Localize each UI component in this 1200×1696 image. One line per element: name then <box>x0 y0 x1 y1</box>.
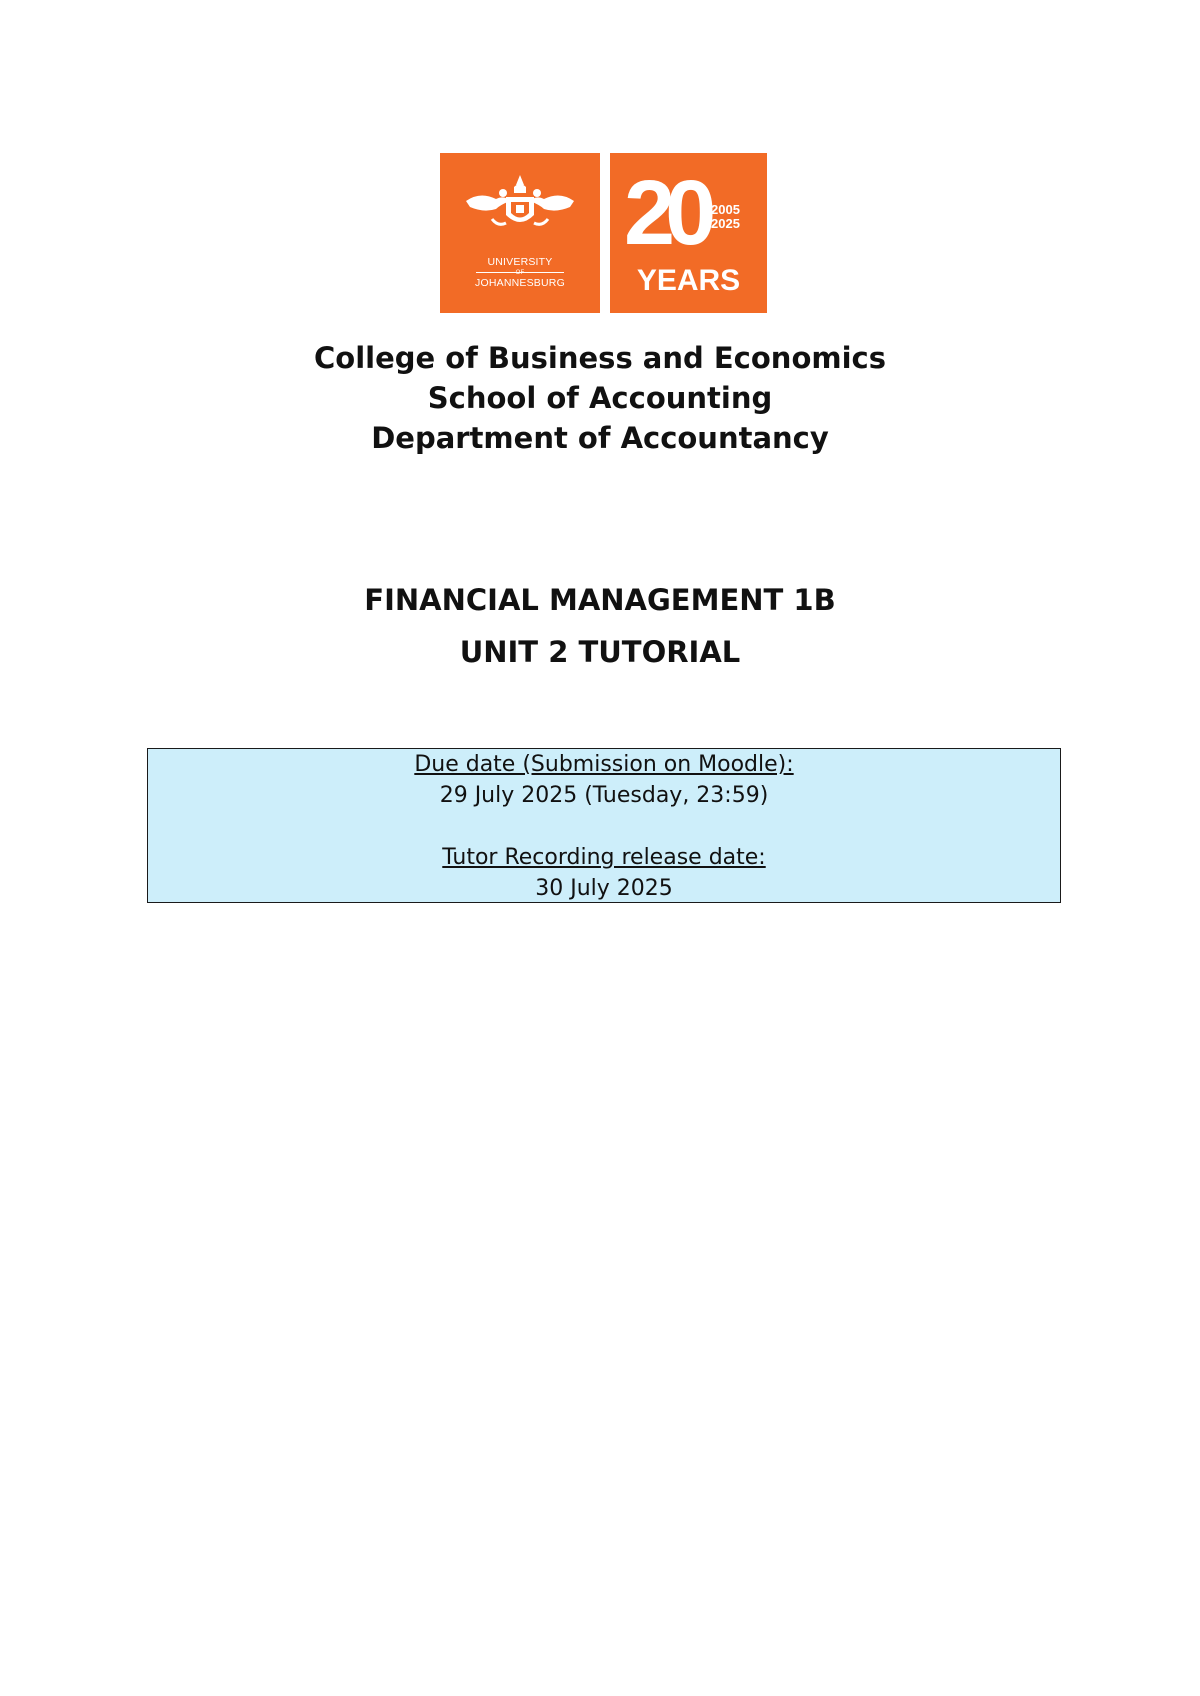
anniversary-word: YEARS <box>636 264 741 297</box>
anniversary-logo-panel <box>610 153 767 313</box>
logo <box>440 153 767 313</box>
uj-university-text: UNIVERSITY <box>487 256 553 268</box>
college-name: College of Business and Economics <box>314 341 886 375</box>
uj-of-text: OF <box>515 270 525 276</box>
school-name: School of Accounting <box>427 381 773 415</box>
due-date-box <box>147 748 1061 903</box>
year-start: 2005 <box>711 202 740 217</box>
course-title: FINANCIAL MANAGEMENT 1B <box>364 583 836 617</box>
unit-title: UNIT 2 TUTORIAL <box>459 635 741 669</box>
uj-johannesburg-text: JOHANNESBURG <box>475 277 565 289</box>
due-date-label: Due date (Submission on Moodle): <box>414 752 794 777</box>
year-end: 2025 <box>711 216 740 231</box>
document-title <box>0 574 1200 678</box>
release-date-value: 30 July 2025 <box>535 876 673 901</box>
due-date-value: 29 July 2025 (Tuesday, 23:59) <box>439 783 769 808</box>
release-date-label: Tutor Recording release date: <box>442 845 766 870</box>
anniversary-years-range <box>711 203 740 231</box>
box-spacer <box>148 811 1060 842</box>
anniversary-number: 20 <box>624 162 707 264</box>
uj-logo-panel <box>440 153 600 313</box>
department-name: Department of Accountancy <box>371 421 829 455</box>
institution-heading <box>0 338 1200 458</box>
uj-crest-icon <box>440 153 600 253</box>
